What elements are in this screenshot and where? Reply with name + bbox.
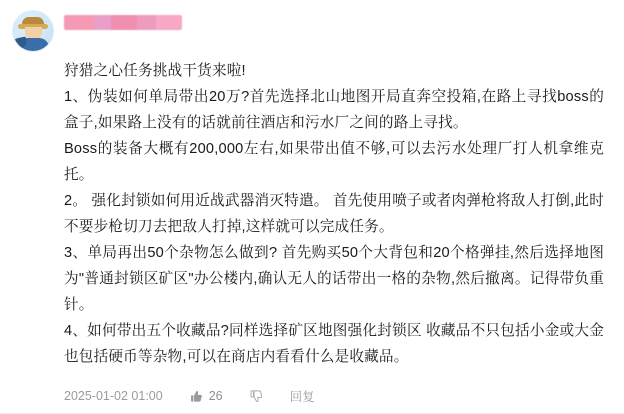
thumbs-down-icon [249,389,264,404]
username-redacted[interactable] [64,15,182,30]
post-paragraph-4: 2。 强化封锁如何用近战武器消灭特遣。 首先使用喷子或者肉弹枪将敌人打倒,此时不要步枪切刀去把敌人打掉,这样就可以完成任务。 [64,193,604,235]
post-header [12,10,612,52]
post-paragraph-5: 3、单局再出50个杂物怎么做到? 首先购买50个大背包和20个格弹挂,然后选择地图为"普通封锁区矿区"办公楼内,确认无人的话带出一格的杂物,然后撤离。记得带负重针。 [64,245,604,313]
like-button[interactable] [189,389,223,404]
username-block [64,10,182,32]
post-paragraph-3: Boss的装备大概有200,000左右,如果带出值不够,可以去污水处理厂打人机拿维克托。 [64,141,604,183]
post-footer [64,387,612,405]
avatar[interactable] [12,10,54,52]
reply-button[interactable]: 回复 [289,390,315,404]
post-paragraph-1: 狩猎之心任务挑战干货来啦! [64,63,246,79]
thumbs-up-icon [189,389,204,404]
post-paragraph-6: 4、如何带出五个收藏品?同样选择矿区地图强化封锁区 收藏品不只包括小金或大金也包括硬币等杂物,可以在商店内看看什么是收藏品。 [64,323,604,365]
dislike-button[interactable] [249,389,264,404]
post-body [12,58,612,370]
post-timestamp: 2025-01-02 01:00 [64,389,163,403]
like-count: 26 [208,389,223,403]
post-paragraph-2: 1、伪装如何单局带出20万?首先选择北山地图开局直奔空投箱,在路上寻找boss的盒子,如果路上没有的话就前往酒店和污水厂之间的路上寻找。 [64,89,604,131]
